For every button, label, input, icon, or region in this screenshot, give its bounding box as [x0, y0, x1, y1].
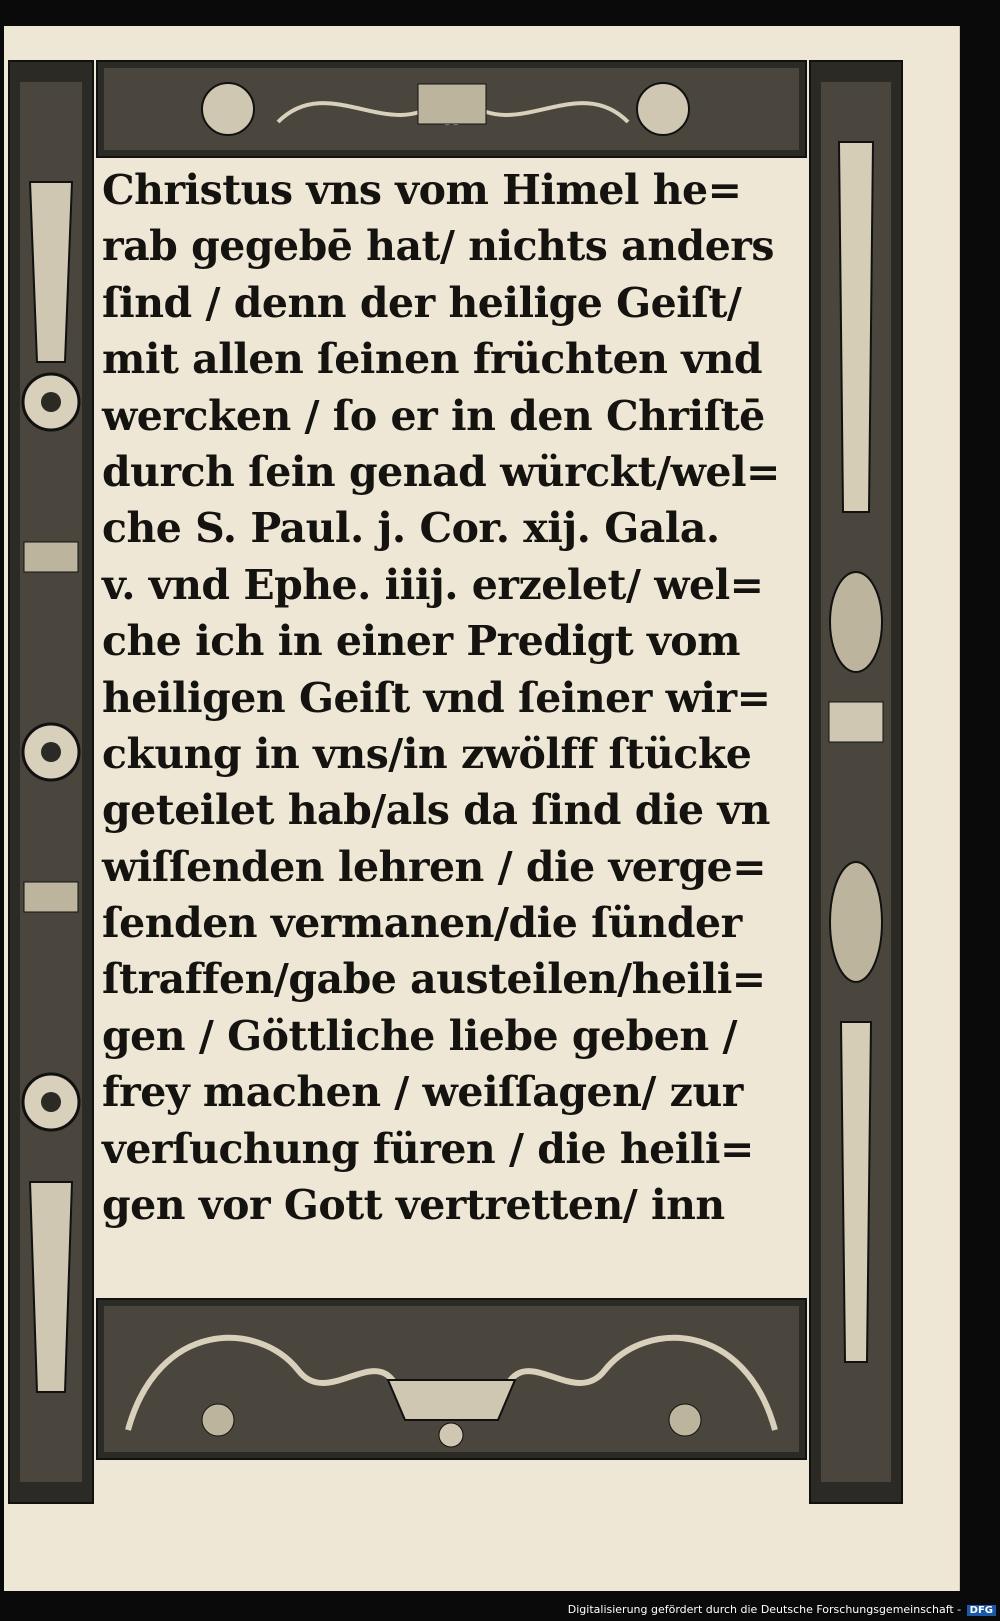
text-line: che ich in einer Predigt vom: [102, 617, 741, 666]
text-line: wiſſenden lehren / die verge=: [102, 842, 767, 891]
bottom-band-ornament: [98, 1300, 805, 1458]
left-column-ornament: [10, 62, 92, 1502]
right-ornamental-column: [809, 60, 903, 1504]
bottom-ornamental-band: [96, 1298, 807, 1460]
text-line: verſuchung füren / die heili=: [102, 1124, 754, 1173]
left-ornamental-column: [8, 60, 94, 1504]
text-line: gen vor Gott vertretten/ inn: [102, 1181, 725, 1230]
text-line: Christus vns vom Himel he=: [102, 166, 742, 214]
text-line: mit allen ſeinen früchten vnd: [102, 335, 763, 384]
text-line: heiligen Geiſt vnd ſeiner wir=: [102, 673, 771, 722]
text-line: ſind / denn der heilige Geiſt/: [102, 278, 742, 327]
text-line: durch ſein genad würckt/wel=: [102, 447, 780, 496]
top-band-ornament: [98, 62, 805, 156]
text-line: ckung in vns/in zwölff ſtücke: [102, 729, 752, 778]
text-line: rab gegebē hat/ nichts anders: [102, 222, 774, 271]
text-line: ſenden vermanen/die ſünder: [102, 899, 742, 948]
digitization-credit: [566, 1603, 996, 1619]
text-line: v. vnd Ephe. iiij. erzelet/ wel=: [102, 560, 764, 609]
book-page: [4, 26, 960, 1591]
text-line: frey machen / weiſſagen/ zur: [102, 1068, 743, 1117]
dfg-logo: DFG: [967, 1605, 996, 1616]
credit-text: Digitalisierung gefördert durch die Deutsche Forschungsgemeinschaft -: [567, 1603, 962, 1616]
fraktur-text-block: [102, 162, 802, 1292]
top-ornamental-band: [96, 60, 807, 158]
text-line: wercken / ſo er in den Chriſtē: [102, 391, 765, 440]
text-line: gen / Göttliche liebe geben /: [102, 1011, 737, 1060]
text-line: che S. Paul. j. Cor. xij. Gala.: [102, 504, 720, 553]
right-column-ornament: [811, 62, 901, 1502]
text-line: ſtraffen/gabe austeilen/heili=: [102, 955, 766, 1004]
text-line: geteilet hab/als da ſind die vn: [102, 786, 770, 835]
